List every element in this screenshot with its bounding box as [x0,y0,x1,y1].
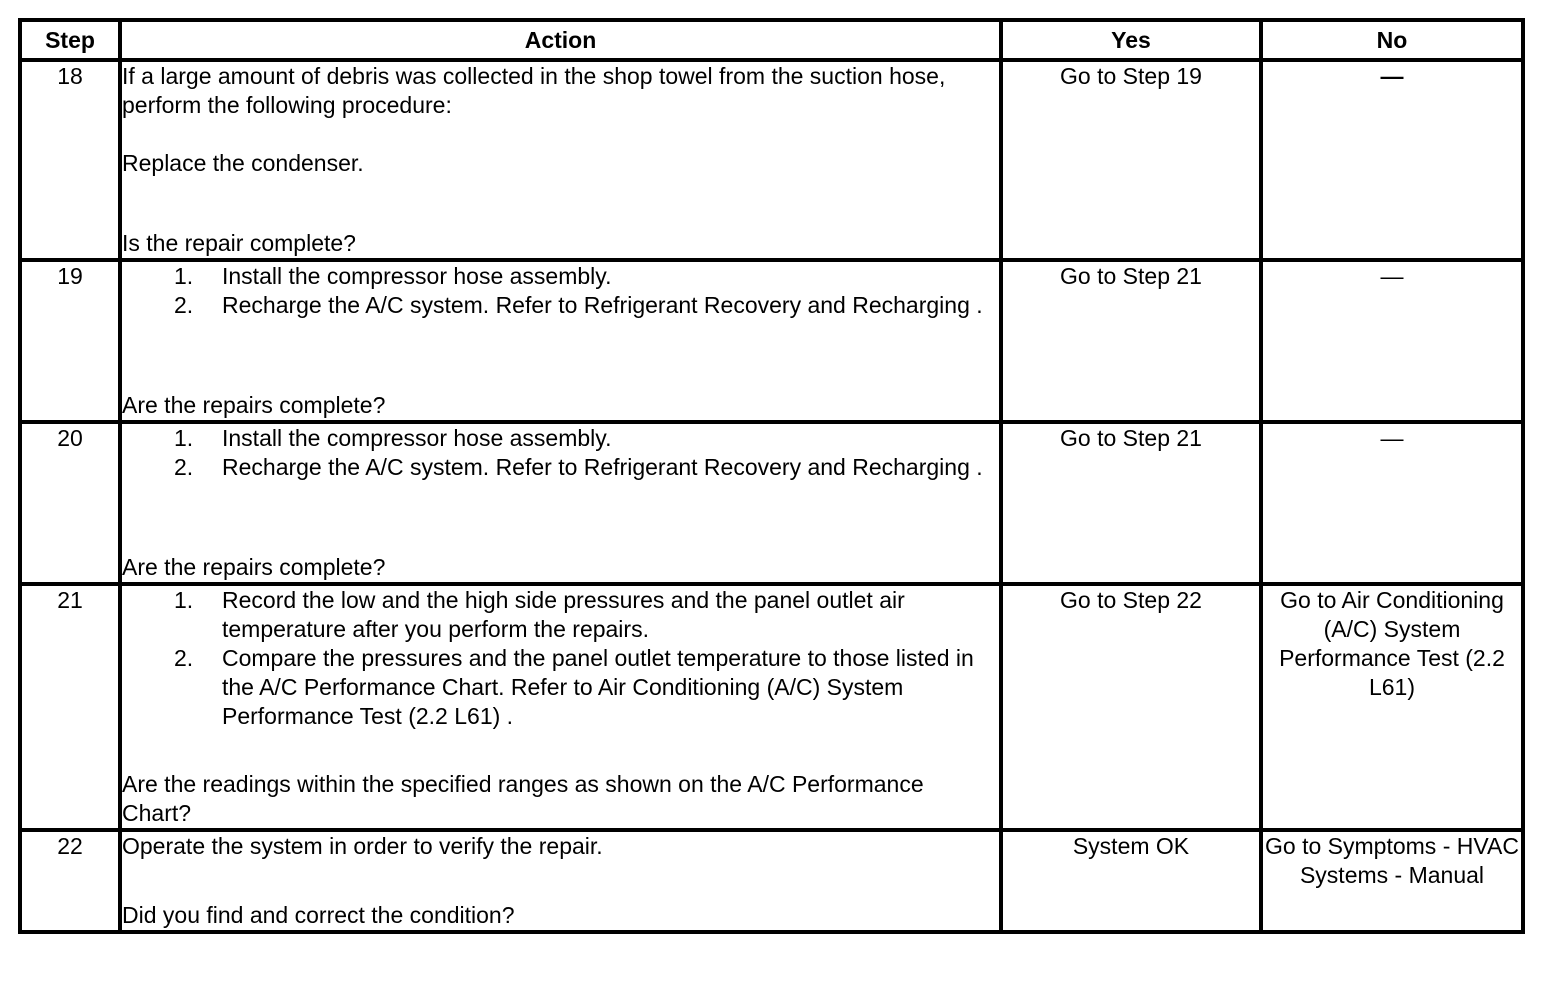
action-intro: If a large amount of debris was collected in the shop towel from the suction hose, perform the following procedure: [122,63,946,118]
table-row [20,584,1523,830]
action-question: Are the readings within the specified ranges as shown on the A/C Performance Chart? [122,771,924,826]
no-result: — [1380,425,1404,451]
step-number: 21 [20,584,120,830]
list-item: 2. Compare the pressures and the panel outlet temperature to those listed in the A/C Performance Chart. Refer to Air Conditioning (A/C) System Performance Test (2.2 L61) . [174,645,974,729]
yes-cell [1001,60,1261,260]
diagnostic-step-table [18,18,1525,934]
table-row [20,422,1523,584]
step-number: 22 [20,830,120,932]
procedure-list [122,262,999,320]
header-no: No [1261,20,1523,60]
yes-result: System OK [1072,833,1190,859]
no-cell [1261,584,1523,830]
yes-result: Go to Step 22 [1060,587,1202,613]
no-cell [1261,260,1523,422]
action-cell [120,830,1001,932]
no-result: — [1380,263,1404,289]
action-question: Did you find and correct the condition? [122,902,515,928]
no-cell [1261,422,1523,584]
step-number: 18 [20,60,120,260]
yes-result: Go to Step 21 [1060,263,1202,289]
yes-cell [1001,260,1261,422]
list-item: 1. Install the compressor hose assembly. [174,425,612,451]
table-row [20,830,1523,932]
header-yes: Yes [1001,20,1261,60]
header-step: Step [20,20,120,60]
yes-cell [1001,422,1261,584]
action-instruction: Replace the condenser. [122,150,364,176]
step-number: 20 [20,422,120,584]
yes-cell [1001,830,1261,932]
no-cell [1261,830,1523,932]
step-number: 19 [20,260,120,422]
table-row [20,260,1523,422]
action-question: Are the repairs complete? [122,392,386,418]
action-instruction: Operate the system in order to verify the repair. [122,833,603,859]
yes-result: Go to Step 19 [1060,63,1202,89]
action-cell [120,60,1001,260]
yes-result: Go to Step 21 [1060,425,1202,451]
yes-cell [1001,584,1261,830]
table-row [20,60,1523,260]
list-item: 2. Recharge the A/C system. Refer to Refrigerant Recovery and Recharging . [174,454,983,480]
header-row [20,20,1523,60]
action-question: Is the repair complete? [122,230,356,256]
no-result: Go to Symptoms - HVAC Systems - Manual [1265,833,1519,888]
list-item: 1. Record the low and the high side pressures and the panel outlet air temperature after you perform the repairs. [174,587,905,642]
procedure-list [122,586,999,731]
no-cell [1261,60,1523,260]
list-item: 1. Install the compressor hose assembly. [174,263,612,289]
list-item: 2. Recharge the A/C system. Refer to Refrigerant Recovery and Recharging . [174,292,983,318]
procedure-list [122,424,999,482]
action-cell [120,422,1001,584]
no-result: Go to Air Conditioning (A/C) System Performance Test (2.2 L61) [1279,587,1505,700]
action-question: Are the repairs complete? [122,554,386,580]
action-cell [120,260,1001,422]
header-action: Action [120,20,1001,60]
action-cell [120,584,1001,830]
no-result: — [1380,63,1404,89]
